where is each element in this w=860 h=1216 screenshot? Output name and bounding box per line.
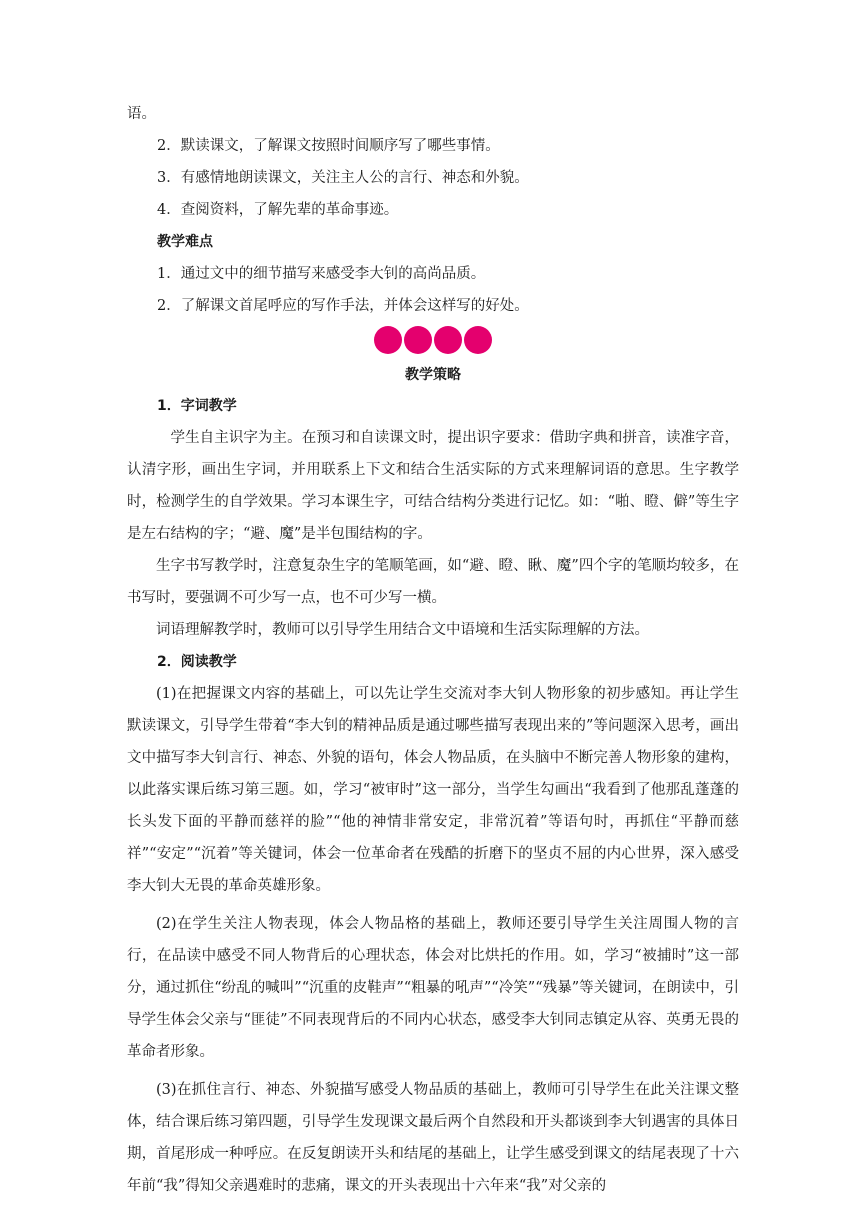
section-1-paragraph-1: 学生自主识字为主。在预习和自读课文时，提出识字要求：借助字典和拼音，读准字音，认清字形，画出生字词，并用联系上下文和结合生活实际的方式来理解词语的意思。生字教学时，检测学生的自学效果。学习本课生字，可结合结构分类进行记忆。如：“啪、瞪、僻”等生字是左右结构的字；“避、魔”是半包围结构的字。 — [127, 430, 739, 542]
difficulty-item-2: 2．了解课文首尾呼应的写作手法，并体会这样写的好处。 — [157, 298, 529, 314]
objective-item-3: 3．有感情地朗读课文，关注主人公的言行、神态和外貌。 — [157, 170, 529, 186]
section-1-paragraph-2: 生字书写教学时，注意复杂生字的笔顺笔画，如“避、瞪、瞅、魔”四个字的笔顺均较多，在书写时，要强调不可少写一点，也不可少写一横。 — [127, 558, 739, 606]
badge-dot-icon — [374, 326, 402, 354]
section-1-heading: 1．字词教学 — [157, 398, 237, 414]
badge-dot-icon — [434, 326, 462, 354]
document-content — [127, 98, 739, 1202]
badge-dots — [374, 326, 492, 360]
text-line: 语。 — [127, 106, 156, 122]
section-2-paragraph-2: (2)在学生关注人物表现，体会人物品格的基础上，教师还要引导学生关注周围人物的言行，在品读中感受不同人物背后的心理状态，体会对比烘托的作用。如，学习“被捕时”这一部分，通过抓住“纷乱的喊叫”“沉重的皮鞋声”“粗暴的吼声”“冷笑”“残暴”等关键词，在朗读中，引导学生体会父亲与“匪徒”不同表现背后的不同内心状态，感受李大钊同志镇定从容、英勇无畏的革命者形象。 — [127, 916, 740, 1060]
badge-dot-icon — [404, 326, 432, 354]
section-2-paragraph-1: (1)在把握课文内容的基础上，可以先让学生交流对李大钊人物形象的初步感知。再让学生默读课文，引导学生带着“李大钊的精神品质是通过哪些描写表现出来的”等问题深入思考，画出文中描写李大钊言行、神态、外貌的语句，体会人物品质，在头脑中不断完善人物形象的建构，以此落实课后练习第三题。如，学习“被审时”这一部分，当学生勾画出“我看到了他那乱蓬蓬的长头发下面的平静而慈祥的脸”“他的神情非常安定，非常沉着”等语句时，再抓住“平静而慈祥”“安定”“沉着”等关键词，体会一位革命者在残酷的折磨下的坚贞不屈的内心世界，深入感受李大钊大无畏的革命英雄形象。 — [127, 686, 739, 894]
difficulty-heading: 教学难点 — [157, 234, 213, 250]
objective-item-4: 4．查阅资料，了解先辈的革命事迹。 — [157, 202, 399, 218]
section-2-heading: 2．阅读教学 — [157, 654, 237, 670]
section-badge — [127, 326, 739, 360]
objective-item-2: 2．默读课文，了解课文按照时间顺序写了哪些事情。 — [157, 138, 500, 154]
strategy-title: 教学策略 — [405, 367, 461, 383]
difficulty-item-1: 1．通过文中的细节描写来感受李大钊的高尚品质。 — [157, 266, 486, 282]
badge-dot-icon — [464, 326, 492, 354]
section-2-paragraph-3: (3)在抓住言行、神态、外貌描写感受人物品质的基础上，教师可引导学生在此关注课文整体，结合课后练习第四题，引导学生发现课文最后两个自然段和开头都谈到李大钊遇害的具体日期，首尾形成一种呼应。在反复朗读开头和结尾的基础上，让学生感受到课文的结尾表现了十六年前“我”得知父亲遇难时的悲痛，课文的开头表现出十六年来“我”对父亲的 — [127, 1082, 739, 1194]
section-1-paragraph-3: 词语理解教学时，教师可以引导学生用结合文中语境和生活实际理解的方法。 — [156, 622, 649, 638]
